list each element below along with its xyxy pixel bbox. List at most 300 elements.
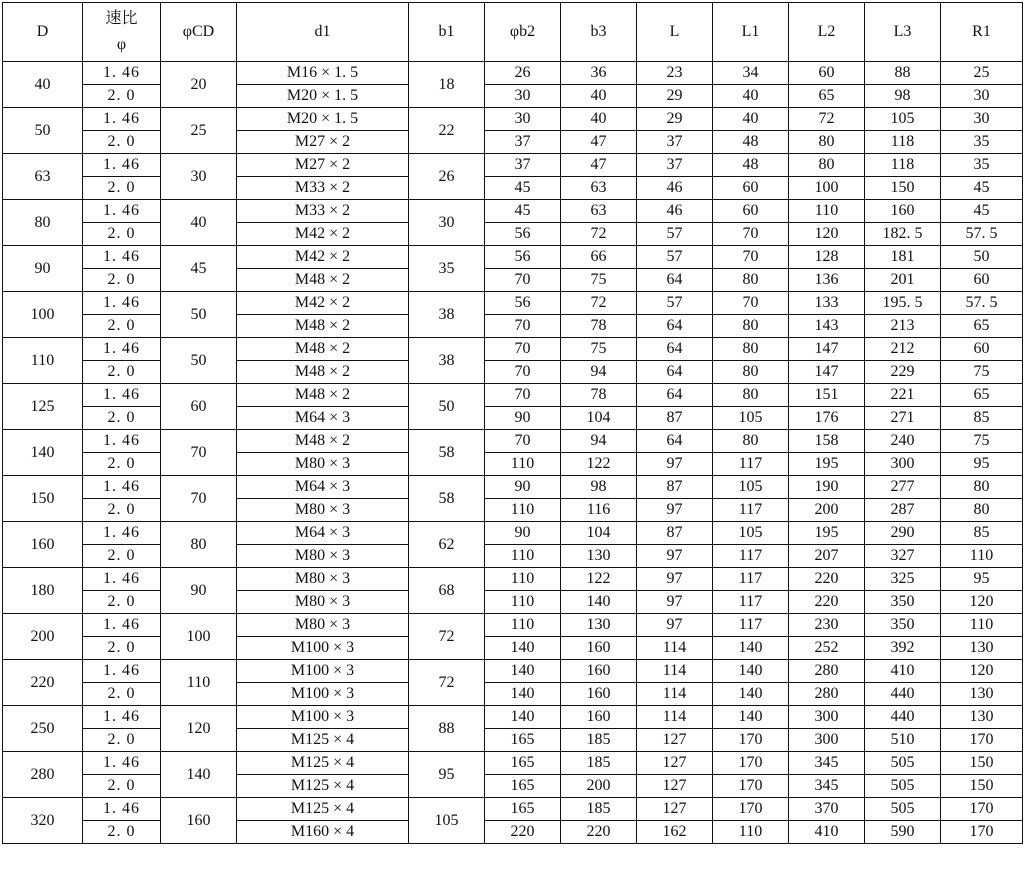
cell-L: 97 <box>637 614 713 637</box>
cell-L1: 80 <box>713 269 789 292</box>
cell-phiCD: 110 <box>161 660 237 706</box>
cell-L3: 88 <box>865 62 941 85</box>
cell-b3: 185 <box>561 798 637 821</box>
header-L1: L1 <box>713 3 789 62</box>
cell-R1: 170 <box>941 729 1023 752</box>
cell-L2: 65 <box>789 85 865 108</box>
cell-b3: 200 <box>561 775 637 798</box>
cell-L3: 160 <box>865 200 941 223</box>
cell-L: 23 <box>637 62 713 85</box>
cell-L2: 207 <box>789 545 865 568</box>
cell-b1: 22 <box>409 108 485 154</box>
table-row <box>3 614 1023 637</box>
cell-speed-ratio: 1. 46 <box>83 384 161 407</box>
table-row <box>3 729 1023 752</box>
cell-R1: 65 <box>941 384 1023 407</box>
cell-L: 87 <box>637 476 713 499</box>
table-row <box>3 131 1023 154</box>
cell-L1: 48 <box>713 154 789 177</box>
cell-R1: 170 <box>941 798 1023 821</box>
cell-d1: M125 × 4 <box>237 775 409 798</box>
cell-L2: 195 <box>789 453 865 476</box>
cell-L1: 80 <box>713 315 789 338</box>
header-b1: b1 <box>409 3 485 62</box>
cell-L1: 70 <box>713 292 789 315</box>
cell-d1: M16 × 1. 5 <box>237 62 409 85</box>
cell-L2: 80 <box>789 154 865 177</box>
cell-R1: 35 <box>941 154 1023 177</box>
cell-L: 29 <box>637 108 713 131</box>
cell-d1: M100 × 3 <box>237 660 409 683</box>
cell-d1: M160 × 4 <box>237 821 409 844</box>
cell-d1: M48 × 2 <box>237 338 409 361</box>
cell-b3: 122 <box>561 453 637 476</box>
cell-L: 97 <box>637 545 713 568</box>
cell-L1: 60 <box>713 177 789 200</box>
cell-speed-ratio: 2. 0 <box>83 407 161 430</box>
cell-phib2: 30 <box>485 85 561 108</box>
cell-L1: 117 <box>713 499 789 522</box>
cell-L: 162 <box>637 821 713 844</box>
cell-L3: 325 <box>865 568 941 591</box>
cell-d1: M20 × 1. 5 <box>237 85 409 108</box>
cell-L: 64 <box>637 315 713 338</box>
cell-phib2: 90 <box>485 407 561 430</box>
table-row <box>3 177 1023 200</box>
cell-R1: 85 <box>941 407 1023 430</box>
cell-L1: 117 <box>713 453 789 476</box>
cell-b3: 36 <box>561 62 637 85</box>
cell-phiCD: 80 <box>161 522 237 568</box>
table-body <box>3 62 1023 844</box>
cell-d1: M64 × 3 <box>237 522 409 545</box>
cell-L2: 220 <box>789 568 865 591</box>
cell-L3: 201 <box>865 269 941 292</box>
cell-phib2: 70 <box>485 315 561 338</box>
cell-L: 97 <box>637 499 713 522</box>
cell-L1: 117 <box>713 614 789 637</box>
dimension-table <box>2 2 1023 844</box>
cell-phiCD: 70 <box>161 430 237 476</box>
cell-L1: 140 <box>713 660 789 683</box>
cell-b3: 185 <box>561 752 637 775</box>
cell-R1: 110 <box>941 545 1023 568</box>
cell-L2: 200 <box>789 499 865 522</box>
cell-d1: M80 × 3 <box>237 568 409 591</box>
table-row <box>3 269 1023 292</box>
table-row <box>3 315 1023 338</box>
cell-R1: 150 <box>941 752 1023 775</box>
cell-phib2: 45 <box>485 200 561 223</box>
cell-L1: 170 <box>713 775 789 798</box>
cell-d1: M100 × 3 <box>237 683 409 706</box>
cell-speed-ratio: 2. 0 <box>83 131 161 154</box>
cell-R1: 130 <box>941 706 1023 729</box>
cell-L: 64 <box>637 361 713 384</box>
cell-R1: 30 <box>941 108 1023 131</box>
cell-L1: 80 <box>713 361 789 384</box>
cell-speed-ratio: 2. 0 <box>83 591 161 614</box>
cell-b3: 185 <box>561 729 637 752</box>
cell-b1: 58 <box>409 430 485 476</box>
cell-speed-ratio: 1. 46 <box>83 62 161 85</box>
cell-b3: 220 <box>561 821 637 844</box>
cell-b1: 38 <box>409 292 485 338</box>
cell-L2: 147 <box>789 338 865 361</box>
cell-R1: 57. 5 <box>941 292 1023 315</box>
cell-L2: 128 <box>789 246 865 269</box>
cell-L3: 440 <box>865 706 941 729</box>
cell-speed-ratio: 2. 0 <box>83 269 161 292</box>
table-row <box>3 154 1023 177</box>
cell-L2: 133 <box>789 292 865 315</box>
cell-b3: 140 <box>561 591 637 614</box>
cell-d1: M125 × 4 <box>237 752 409 775</box>
cell-speed-ratio: 1. 46 <box>83 292 161 315</box>
cell-L3: 212 <box>865 338 941 361</box>
cell-phib2: 140 <box>485 637 561 660</box>
cell-L1: 117 <box>713 545 789 568</box>
cell-b3: 75 <box>561 269 637 292</box>
header-d1: d1 <box>237 3 409 62</box>
cell-L2: 80 <box>789 131 865 154</box>
cell-D: 63 <box>3 154 83 200</box>
cell-speed-ratio: 1. 46 <box>83 200 161 223</box>
header-L3: L3 <box>865 3 941 62</box>
cell-L3: 118 <box>865 154 941 177</box>
cell-phiCD: 40 <box>161 200 237 246</box>
cell-R1: 95 <box>941 453 1023 476</box>
cell-b3: 130 <box>561 545 637 568</box>
cell-L: 114 <box>637 660 713 683</box>
cell-phiCD: 50 <box>161 338 237 384</box>
cell-speed-ratio: 1. 46 <box>83 660 161 683</box>
cell-phib2: 30 <box>485 108 561 131</box>
cell-L2: 195 <box>789 522 865 545</box>
table-row <box>3 85 1023 108</box>
cell-L3: 327 <box>865 545 941 568</box>
table-row <box>3 706 1023 729</box>
cell-L3: 350 <box>865 614 941 637</box>
cell-L1: 170 <box>713 798 789 821</box>
cell-phib2: 110 <box>485 453 561 476</box>
cell-d1: M80 × 3 <box>237 545 409 568</box>
table-row <box>3 568 1023 591</box>
cell-R1: 170 <box>941 821 1023 844</box>
cell-D: 90 <box>3 246 83 292</box>
cell-L: 64 <box>637 430 713 453</box>
cell-speed-ratio: 2. 0 <box>83 499 161 522</box>
cell-L3: 229 <box>865 361 941 384</box>
cell-L1: 105 <box>713 522 789 545</box>
cell-phib2: 70 <box>485 269 561 292</box>
cell-L2: 100 <box>789 177 865 200</box>
cell-L: 114 <box>637 683 713 706</box>
cell-d1: M100 × 3 <box>237 637 409 660</box>
cell-phiCD: 90 <box>161 568 237 614</box>
cell-speed-ratio: 1. 46 <box>83 614 161 637</box>
cell-L: 127 <box>637 752 713 775</box>
cell-phiCD: 50 <box>161 292 237 338</box>
cell-L2: 300 <box>789 706 865 729</box>
header-row <box>3 3 1023 62</box>
table-row <box>3 683 1023 706</box>
cell-L: 57 <box>637 246 713 269</box>
cell-R1: 60 <box>941 269 1023 292</box>
cell-b1: 30 <box>409 200 485 246</box>
cell-L3: 195. 5 <box>865 292 941 315</box>
cell-L2: 252 <box>789 637 865 660</box>
cell-L: 46 <box>637 177 713 200</box>
cell-b3: 160 <box>561 706 637 729</box>
cell-d1: M80 × 3 <box>237 499 409 522</box>
cell-b3: 47 <box>561 154 637 177</box>
cell-d1: M80 × 3 <box>237 591 409 614</box>
cell-b3: 122 <box>561 568 637 591</box>
cell-D: 180 <box>3 568 83 614</box>
cell-L3: 105 <box>865 108 941 131</box>
cell-phib2: 56 <box>485 223 561 246</box>
header-speed-ratio-label: 速比 <box>105 10 138 27</box>
cell-L: 87 <box>637 522 713 545</box>
cell-L: 114 <box>637 637 713 660</box>
cell-R1: 120 <box>941 591 1023 614</box>
cell-speed-ratio: 2. 0 <box>83 315 161 338</box>
cell-D: 40 <box>3 62 83 108</box>
cell-L1: 117 <box>713 591 789 614</box>
cell-L1: 40 <box>713 108 789 131</box>
cell-R1: 60 <box>941 338 1023 361</box>
cell-L3: 213 <box>865 315 941 338</box>
cell-phiCD: 60 <box>161 384 237 430</box>
cell-L1: 40 <box>713 85 789 108</box>
cell-L2: 147 <box>789 361 865 384</box>
cell-phib2: 140 <box>485 660 561 683</box>
cell-L2: 151 <box>789 384 865 407</box>
cell-d1: M27 × 2 <box>237 154 409 177</box>
cell-L2: 370 <box>789 798 865 821</box>
cell-L: 97 <box>637 453 713 476</box>
cell-L3: 118 <box>865 131 941 154</box>
cell-d1: M48 × 2 <box>237 269 409 292</box>
cell-d1: M80 × 3 <box>237 614 409 637</box>
cell-b3: 66 <box>561 246 637 269</box>
cell-b1: 18 <box>409 62 485 108</box>
cell-phiCD: 140 <box>161 752 237 798</box>
cell-phiCD: 30 <box>161 154 237 200</box>
cell-b3: 104 <box>561 407 637 430</box>
cell-L1: 170 <box>713 752 789 775</box>
cell-L3: 221 <box>865 384 941 407</box>
cell-speed-ratio: 1. 46 <box>83 522 161 545</box>
cell-speed-ratio: 2. 0 <box>83 177 161 200</box>
cell-phib2: 56 <box>485 292 561 315</box>
cell-R1: 50 <box>941 246 1023 269</box>
cell-b1: 105 <box>409 798 485 844</box>
cell-phiCD: 100 <box>161 614 237 660</box>
cell-phib2: 70 <box>485 430 561 453</box>
cell-R1: 80 <box>941 476 1023 499</box>
header-speed-ratio-symbol: φ <box>116 36 127 53</box>
cell-d1: M64 × 3 <box>237 476 409 499</box>
cell-b3: 94 <box>561 430 637 453</box>
cell-b3: 160 <box>561 683 637 706</box>
cell-L1: 170 <box>713 729 789 752</box>
cell-phib2: 220 <box>485 821 561 844</box>
cell-b1: 38 <box>409 338 485 384</box>
cell-phib2: 110 <box>485 614 561 637</box>
cell-L1: 70 <box>713 223 789 246</box>
cell-b3: 94 <box>561 361 637 384</box>
cell-phiCD: 25 <box>161 108 237 154</box>
cell-R1: 45 <box>941 200 1023 223</box>
cell-L: 29 <box>637 85 713 108</box>
cell-phib2: 140 <box>485 706 561 729</box>
cell-phib2: 26 <box>485 62 561 85</box>
cell-d1: M48 × 2 <box>237 361 409 384</box>
cell-speed-ratio: 2. 0 <box>83 545 161 568</box>
cell-D: 280 <box>3 752 83 798</box>
cell-speed-ratio: 1. 46 <box>83 154 161 177</box>
cell-speed-ratio: 1. 46 <box>83 246 161 269</box>
cell-L: 64 <box>637 384 713 407</box>
cell-L: 97 <box>637 591 713 614</box>
table-row <box>3 453 1023 476</box>
table-row <box>3 591 1023 614</box>
cell-D: 140 <box>3 430 83 476</box>
cell-b1: 35 <box>409 246 485 292</box>
cell-L: 37 <box>637 131 713 154</box>
header-D: D <box>3 3 83 62</box>
cell-L1: 117 <box>713 568 789 591</box>
cell-L2: 143 <box>789 315 865 338</box>
cell-b3: 98 <box>561 476 637 499</box>
table-row <box>3 246 1023 269</box>
cell-d1: M42 × 2 <box>237 246 409 269</box>
cell-b1: 62 <box>409 522 485 568</box>
cell-L2: 60 <box>789 62 865 85</box>
cell-L: 87 <box>637 407 713 430</box>
cell-d1: M125 × 4 <box>237 729 409 752</box>
cell-d1: M64 × 3 <box>237 407 409 430</box>
cell-d1: M42 × 2 <box>237 223 409 246</box>
cell-L: 37 <box>637 154 713 177</box>
cell-b1: 58 <box>409 476 485 522</box>
table-row <box>3 361 1023 384</box>
cell-L1: 105 <box>713 407 789 430</box>
cell-L3: 410 <box>865 660 941 683</box>
table-row <box>3 200 1023 223</box>
cell-d1: M48 × 2 <box>237 315 409 338</box>
cell-L2: 345 <box>789 752 865 775</box>
cell-d1: M33 × 2 <box>237 177 409 200</box>
cell-R1: 95 <box>941 568 1023 591</box>
cell-L2: 120 <box>789 223 865 246</box>
cell-phib2: 110 <box>485 545 561 568</box>
cell-L3: 590 <box>865 821 941 844</box>
cell-R1: 120 <box>941 660 1023 683</box>
cell-speed-ratio: 1. 46 <box>83 706 161 729</box>
cell-R1: 25 <box>941 62 1023 85</box>
cell-L3: 277 <box>865 476 941 499</box>
cell-d1: M33 × 2 <box>237 200 409 223</box>
cell-b3: 78 <box>561 384 637 407</box>
cell-b1: 72 <box>409 660 485 706</box>
cell-L1: 140 <box>713 637 789 660</box>
header-L: L <box>637 3 713 62</box>
cell-speed-ratio: 2. 0 <box>83 361 161 384</box>
cell-L: 57 <box>637 223 713 246</box>
header-R1: R1 <box>941 3 1023 62</box>
table-row <box>3 522 1023 545</box>
cell-L3: 98 <box>865 85 941 108</box>
cell-D: 250 <box>3 706 83 752</box>
cell-phib2: 110 <box>485 568 561 591</box>
cell-b1: 50 <box>409 384 485 430</box>
cell-b3: 160 <box>561 637 637 660</box>
cell-D: 50 <box>3 108 83 154</box>
cell-L: 64 <box>637 338 713 361</box>
cell-L3: 510 <box>865 729 941 752</box>
cell-b3: 63 <box>561 177 637 200</box>
cell-R1: 35 <box>941 131 1023 154</box>
table-row <box>3 384 1023 407</box>
table-row <box>3 499 1023 522</box>
cell-phiCD: 20 <box>161 62 237 108</box>
cell-phib2: 165 <box>485 798 561 821</box>
cell-b3: 75 <box>561 338 637 361</box>
cell-phib2: 37 <box>485 131 561 154</box>
cell-phib2: 140 <box>485 683 561 706</box>
table-row <box>3 430 1023 453</box>
cell-speed-ratio: 1. 46 <box>83 430 161 453</box>
cell-b1: 68 <box>409 568 485 614</box>
cell-R1: 65 <box>941 315 1023 338</box>
cell-b1: 26 <box>409 154 485 200</box>
cell-speed-ratio: 2. 0 <box>83 775 161 798</box>
cell-L2: 345 <box>789 775 865 798</box>
cell-speed-ratio: 2. 0 <box>83 729 161 752</box>
cell-L3: 505 <box>865 752 941 775</box>
cell-speed-ratio: 1. 46 <box>83 798 161 821</box>
cell-phiCD: 160 <box>161 798 237 844</box>
cell-L3: 392 <box>865 637 941 660</box>
cell-b1: 72 <box>409 614 485 660</box>
cell-L1: 80 <box>713 338 789 361</box>
cell-L2: 300 <box>789 729 865 752</box>
cell-d1: M80 × 3 <box>237 453 409 476</box>
cell-L3: 287 <box>865 499 941 522</box>
cell-L1: 80 <box>713 384 789 407</box>
cell-L1: 140 <box>713 706 789 729</box>
cell-R1: 45 <box>941 177 1023 200</box>
cell-L3: 181 <box>865 246 941 269</box>
cell-D: 80 <box>3 200 83 246</box>
cell-L1: 70 <box>713 246 789 269</box>
cell-L: 127 <box>637 729 713 752</box>
cell-L3: 505 <box>865 798 941 821</box>
cell-D: 125 <box>3 384 83 430</box>
cell-speed-ratio: 2. 0 <box>83 637 161 660</box>
cell-speed-ratio: 1. 46 <box>83 338 161 361</box>
cell-phib2: 165 <box>485 729 561 752</box>
cell-b1: 95 <box>409 752 485 798</box>
cell-phib2: 90 <box>485 522 561 545</box>
header-phib2: φb2 <box>485 3 561 62</box>
cell-L1: 80 <box>713 430 789 453</box>
table-row <box>3 292 1023 315</box>
cell-phib2: 70 <box>485 361 561 384</box>
